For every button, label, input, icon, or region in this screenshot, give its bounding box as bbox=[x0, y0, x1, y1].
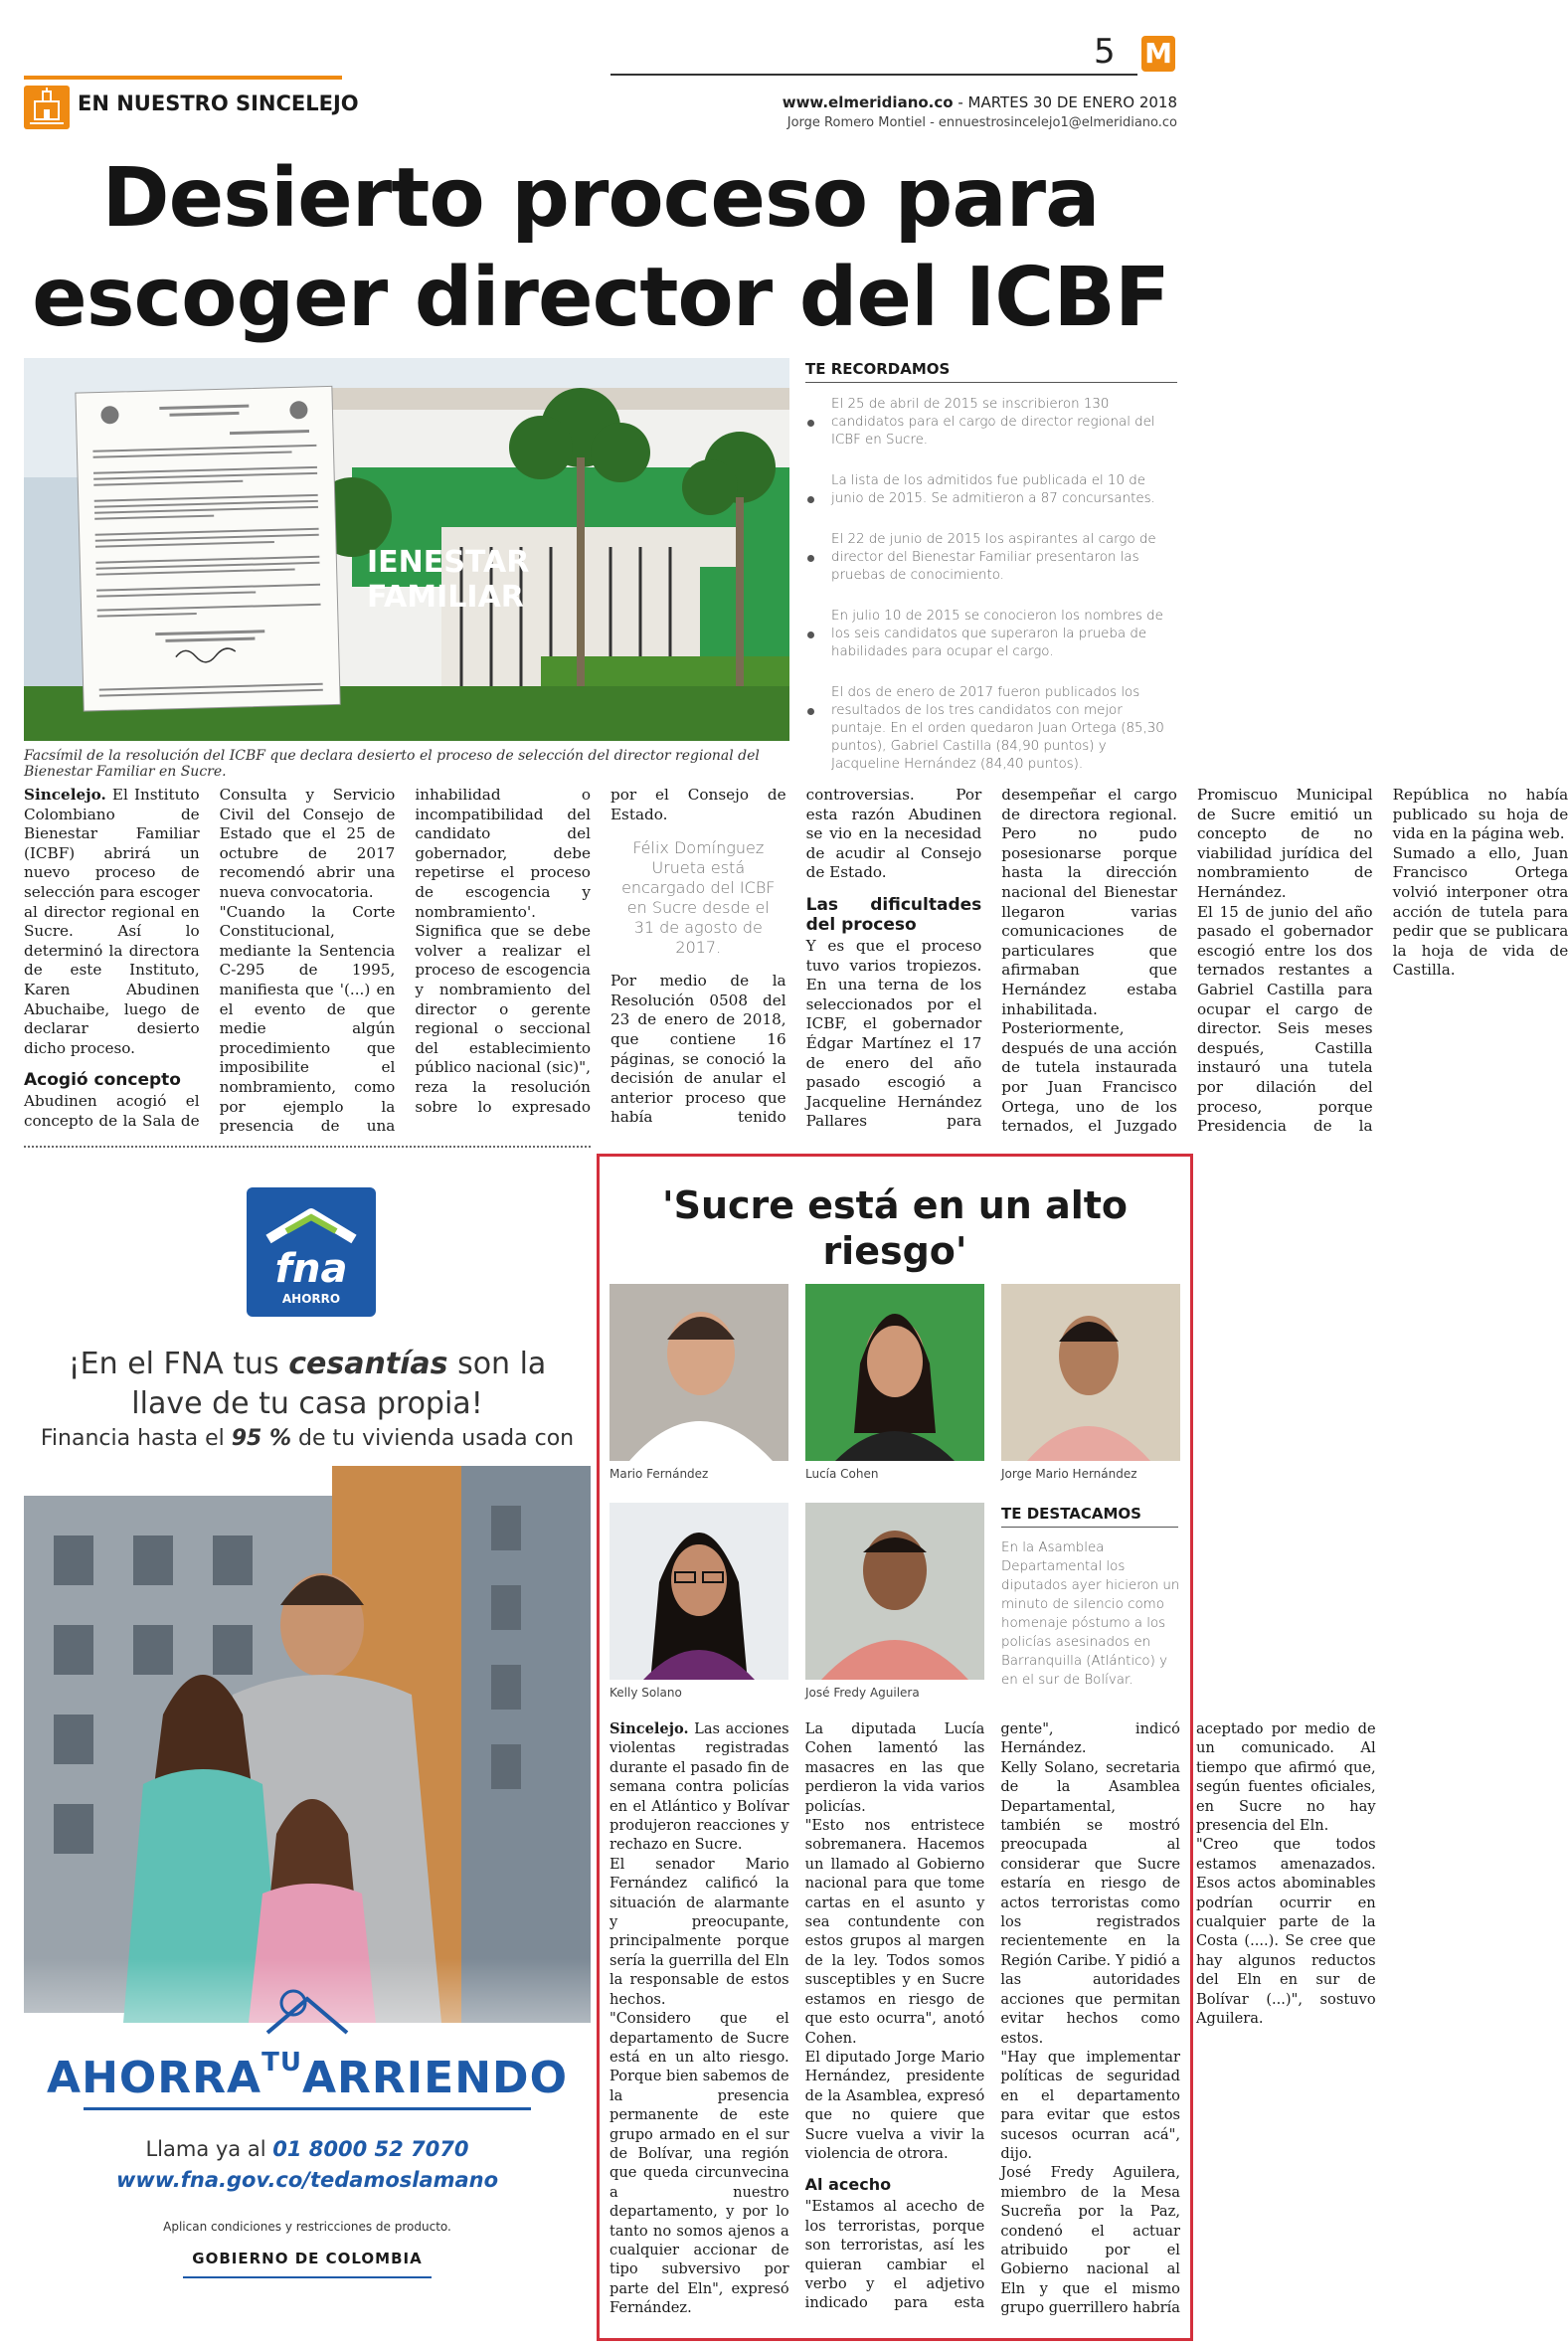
portrait-mario-fernandez bbox=[610, 1284, 788, 1461]
article-paragraph: Sincelejo. El Instituto Colombiano de Bienestar Familiar (ICBF) abrirá un nuevo proceso de selección para escoger al director regional en Sucre. Así lo determinó la directora de este Instituto, Karen Abudinen Abuchaibe, luego de declarar desierto dicho proceso. bbox=[24, 786, 200, 1057]
box-headline: 'Sucre está en un alto riesgo' bbox=[661, 1183, 1129, 1273]
building-sign-line2: FAMILIAR bbox=[367, 580, 524, 615]
ad-brand-rule bbox=[84, 2107, 531, 2110]
sidebar-item: El 22 de junio de 2015 los aspirantes al cargo de director del Bienestar Familiar presentaron las pruebas de conocimiento. bbox=[805, 531, 1177, 585]
fna-advertisement[interactable] bbox=[24, 1158, 591, 2331]
ad-brand: $AHORRA^{TU}ARRIENDO$ bbox=[47, 2048, 568, 2103]
ad-website-link[interactable]: www.fna.gov.co/tedamoslamano bbox=[115, 2168, 499, 2192]
sidebar-item: El dos de enero de 2017 fueron publicados los resultados de los tres candidatos con mejor puntaje. En el orden quedaron Juan Ortega (85,30 puntos), Gabriel Castilla (84,90 puntos) y Jacqueline Hernández (84,40 puntos). bbox=[805, 684, 1177, 774]
article-paragraph: Por medio de la Resolución 0508 del 23 de enero de 2018, que contiene 16 páginas, se conoció la decisión de anular el anterior proceso que había tenido controversias. Por esta razón Abudinen se vio en la necesidad de acudir al Consejo de Estado. bbox=[610, 786, 982, 1127]
article-paragraph: Sumado a ello, Juan Francisco Ortega volvió interponer otra acción de tutela para pedir que se publicara la hoja de vida de Castilla. bbox=[1392, 843, 1568, 980]
sidebar-item: El 25 de abril de 2015 se inscribieron 130 candidatos para el cargo de director regional del ICBF en Sucre. bbox=[805, 396, 1177, 450]
fna-logo-sub: AHORRO bbox=[281, 1292, 341, 1306]
destacamos-title: TE DESTACAMOS bbox=[1001, 1505, 1141, 1523]
portrait-lucia-cohen bbox=[805, 1284, 984, 1461]
article-paragraph: Abudinen acogió el concepto de la Sala de Consulta y Servicio Civil del Consejo de Estado que el 25 de octubre de 2017 recomendó abrir una nueva convocatoria. bbox=[24, 786, 396, 1130]
portrait-jose-fredy-aguilera bbox=[805, 1503, 984, 1680]
article-body bbox=[24, 786, 1568, 1140]
sidebar-rule bbox=[805, 382, 1177, 383]
pull-quote: Félix Domínguez Urueta está encargado del ICBF en Sucre desde el 31 de agosto de 2017. bbox=[621, 838, 776, 958]
portrait-name: Lucía Cohen bbox=[805, 1467, 879, 1481]
ad-headline: ¡En el FNA tus cesantías son la llave de tu casa propia! bbox=[68, 1347, 547, 1421]
church-icon bbox=[24, 86, 70, 129]
portrait-jorge-mario-hernandez bbox=[1001, 1284, 1180, 1461]
portrait-name: Kelly Solano bbox=[610, 1686, 682, 1700]
box-paragraph: Kelly Solano, secretaria de la Asamblea Departamental, también se mostró preocupada al considerar que Sucre estaría en riesgo de actos terroristas como los registrados recientemente en la Región Caribe. Y pidió a las autoridades acciones que permitan evitar hechos como estos. bbox=[1000, 1758, 1180, 2047]
fna-logo-text: fna bbox=[274, 1246, 348, 1292]
destacamos-rule bbox=[1001, 1527, 1178, 1528]
box-paragraph: "Creo que todos estamos amenazados. Esos actos abominables podrían ocurrir en cualquier parte de la Costa (....). Se cree que hay algunos reductos del Eln en sur de Bolívar (...)", sostuvo Aguilera. bbox=[1195, 1836, 1376, 2028]
ad-phone[interactable]: Llama ya al 01 8000 52 7070 bbox=[145, 2137, 469, 2161]
box-article-body bbox=[610, 1719, 1376, 2326]
article-paragraph: El 15 de junio del año pasado el gobernador escogió entre los dos ternados restantes a Gabriel Castilla para ocupar el cargo de director. Seis meses después, Castilla instauró una tutela por dilación del proceso, porque Presidencia de la República no había publicado su hoja de vida en la página web. bbox=[1196, 786, 1568, 1136]
family-photo bbox=[24, 1466, 591, 2122]
box-paragraph: "Considero que el departamento de Sucre está en un alto riesgo. Porque bien sabemos de la presencia permanente de este grupo armado en el sur de Bolívar, una región que queda circunvecina a nuestro departamento, y por lo tanto no somos ajenos a cualquier accionar de tipo subversivo por parte del Eln", expresó Fernández. bbox=[610, 2010, 789, 2317]
site-url[interactable]: www.elmeridiano.co bbox=[782, 93, 954, 111]
box-paragraph: "Estamos al acecho de los terroristas, porque son terroristas, así les quieran cambiar el verbo y el adjetivo indicado para esta gente", indicó Hernández. bbox=[804, 1720, 1180, 2312]
box-paragraph: "Esto nos entristece sobremanera. Hacemos un llamado al Gobierno nacional para que tome cartas en el asunto y sea contundente con estos grupos al margen de la ley. Todos somos susceptibles y en Sucre estamos en riesgo de que esto ocurra", anotó Cohen. bbox=[804, 1817, 985, 2047]
sidebar-item: La lista de los admitidos fue publicada el 10 de junio de 2015. Se admitieron a 87 concursantes. bbox=[805, 472, 1177, 508]
portrait-name: José Fredy Aguilera bbox=[805, 1686, 920, 1700]
newspaper-logo: M bbox=[1141, 36, 1175, 72]
main-photo bbox=[24, 358, 789, 741]
header-rule bbox=[610, 74, 1137, 76]
portrait-name: Mario Fernández bbox=[610, 1467, 709, 1481]
article-paragraph: Y es que el proceso tuvo varios tropiezos. En una terna de los seleccionados por el ICBF, el gobernador Édgar Martínez el 17 de enero del año pasado escogió a Jacqueline Hernández Pallares para desempeñar el cargo de directora regional. Pero no pudo posesionarse porque hasta la dirección nacional del Bienestar llegaron varias comunicaciones de particulares que afirmaban que Hernández estaba inhabilitada. bbox=[805, 786, 1177, 1131]
box-paragraph: El diputado Jorge Mario Hernández, presidente de la Asamblea, expresó que no quiere que Sucre vuelva a vivir la violencia de otrora. bbox=[804, 2048, 985, 2162]
author-line: Jorge Romero Montiel - ennuestrosincelejo1@elmeridiano.co bbox=[786, 115, 1177, 130]
box-lead: Sincelejo. bbox=[610, 1720, 689, 1737]
page-number: 5 bbox=[1094, 32, 1116, 72]
article-paragraph: "Cuando la Corte Constitucional, mediante la Sentencia C-295 de 1995, manifiesta que '(...) en el evento de que medie algún procedimiento que imposibilite el nombramiento, como por ejemplo la presencia de una inhabilidad o incompatibilidad del candidato del gobernador, debe repetirse el proceso de escogencia y nombramiento'. Significa que se debe volver a realizar el proceso de escogencia y nombramiento del director o gerente regional o seccional del establecimiento público nacional (sic)", reza la resolución sobre lo expresado por el Consejo de Estado. bbox=[219, 786, 786, 1136]
box-paragraph: Sincelejo. Las acciones violentas registradas durante el pasado fin de semana contra policías en el Atlántico y Bolívar produjeron reacciones y rechazo en Sucre. bbox=[610, 1720, 789, 1854]
sucre-riesgo-box bbox=[597, 1154, 1376, 2341]
box-paragraph: La diputada Lucía Cohen lamentó las masacres en las que perdieron la vida varios policías. bbox=[804, 1720, 985, 1815]
dotted-divider bbox=[24, 1146, 591, 1148]
photo-caption: Facsímil de la resolución del ICBF que declara desierto el proceso de selección del director regional del Bienestar Familiar en Sucre. bbox=[24, 748, 760, 780]
ad-conditions: Aplican condiciones y restricciones de producto. bbox=[163, 2220, 451, 2234]
ad-subheadline: Financia hasta el 95 % de tu vivienda usada con bbox=[40, 1426, 575, 1451]
article-subhead: Acogió concepto bbox=[24, 1070, 181, 1091]
gobierno-rule bbox=[183, 2276, 432, 2278]
destacamos-text: En la Asamblea Departamental los diputados ayer hicieron un minuto de silencio como homenaje póstumo a los policías asesinados en Barranquilla (Atlántico) y en el sur de Bolívar. bbox=[1001, 1540, 1180, 1688]
main-headline: Desierto proceso para escoger director del ICBF bbox=[32, 151, 1169, 345]
box-paragraph: "Hay que implementar políticas de seguridad en el departamento para evitar que estos sucesos ocurran acá", dijo. bbox=[1000, 2048, 1180, 2162]
sidebar-item: En julio 10 de 2015 se conocieron los nombres de los seis candidatos que superaron la prueba de habilidades para ocupar el cargo. bbox=[805, 608, 1177, 661]
fna-logo bbox=[247, 1187, 376, 1317]
section-name: EN NUESTRO SINCELEJO bbox=[78, 91, 359, 115]
portrait-kelly-solano bbox=[610, 1503, 788, 1680]
box-subhead: Al acecho bbox=[804, 2175, 892, 2195]
box-paragraph: José Fredy Aguilera, miembro de la Mesa Sucreña por la Paz, condenó el actuar atribuido por el Gobierno nacional al Eln y que el mismo grupo guerrillero habría aceptado por medio de un comunicado. Al tiempo que afirmó que, según fuentes oficiales, en Sucre no hay presencia del Eln. bbox=[1000, 1720, 1376, 2317]
portrait-name: Jorge Mario Hernández bbox=[1001, 1467, 1137, 1481]
sidebar-list bbox=[805, 396, 1177, 797]
article-subhead: Las dificultades del proceso bbox=[805, 894, 982, 935]
box-paragraph: El senador Mario Fernández calificó la situación de alarmante y preocupante, principalmente porque sería la guerrilla del Eln la responsable de estos hechos. bbox=[610, 1855, 789, 2008]
gobierno-logo: GOBIERNO DE COLOMBIA bbox=[192, 2250, 423, 2267]
sidebar-title: TE RECORDAMOS bbox=[805, 360, 951, 378]
site-date-line bbox=[783, 93, 1177, 111]
building-sign-line1: IENESTAR bbox=[367, 545, 530, 580]
section-rule bbox=[24, 76, 342, 80]
article-paragraph: Posteriormente, después de una acción de tutela instaurada por Juan Francisco Ortega, uno de los ternados, el Juzgado Promiscuo Municipal de Sucre emitió un concepto de no viabilidad jurídica del nombramiento de Hernández. bbox=[1001, 786, 1373, 1136]
issue-date: - MARTES 30 DE ENERO 2018 bbox=[953, 93, 1177, 111]
article-lead: Sincelejo. bbox=[24, 786, 106, 804]
